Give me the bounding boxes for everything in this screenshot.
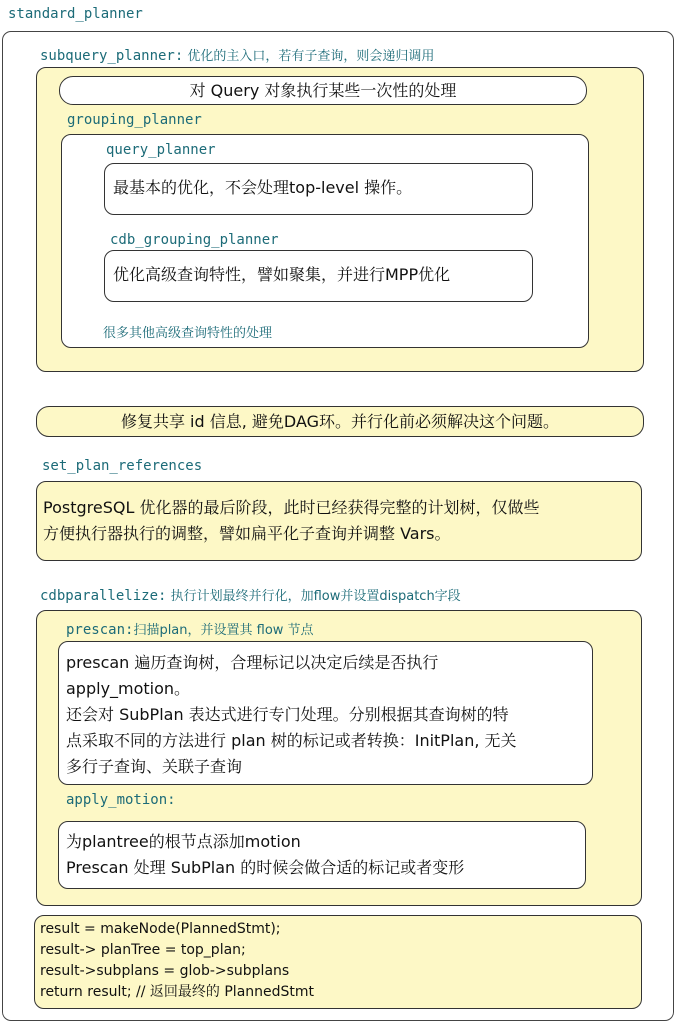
query-planner-box: [104, 163, 533, 215]
cdbparallelize-code: cdbparallelize:: [40, 588, 167, 604]
result-code-line: return result; // 返回最终的 PlannedStmt: [40, 984, 315, 1000]
subquery-planner-label: [40, 45, 434, 64]
prescan-line: 多行子查询、关联子查询: [66, 757, 243, 776]
grouping-planner-label: grouping_planner: [67, 112, 202, 128]
set-plan-references-line: 方便执行器执行的调整，譬如扁平化子查询并调整 Vars。: [43, 524, 451, 543]
prescan-line: apply_motion。: [66, 679, 191, 698]
apply-motion-line: 为plantree的根节点添加motion: [66, 832, 301, 851]
prescan-line: 点采取不同的方法进行 plan 树的标记或者转换：InitPlan, 无关: [66, 731, 517, 750]
result-code-box: [34, 915, 642, 1009]
result-code-line: result->subplans = glob->subplans: [40, 963, 290, 979]
set-plan-references-line: PostgreSQL 优化器的最后阶段，此时已经获得完整的计划树，仅做些: [43, 498, 540, 517]
cdb-grouping-planner-box: [104, 250, 533, 302]
query-planner-label: query_planner: [106, 142, 216, 158]
prescan-label: [66, 619, 314, 638]
fix-shared-id-box: [36, 406, 644, 437]
apply-motion-label: apply_motion:: [66, 792, 176, 808]
cdb-grouping-planner-desc: 优化高级查询特性，譬如聚集，并进行MPP优化: [113, 265, 451, 284]
query-planner-desc: 最基本的优化，不会处理top-level 操作。: [113, 178, 413, 197]
set-plan-references-label: set_plan_references: [42, 458, 203, 474]
result-code-line: result-> planTree = top_plan;: [40, 942, 246, 958]
apply-motion-box: [58, 821, 586, 889]
one-time-processing-box: [59, 76, 587, 105]
set-plan-references-box: [36, 481, 642, 561]
prescan-code: prescan:: [66, 622, 134, 638]
cdbparallelize-label: [40, 585, 461, 604]
grouping-planner-footer: 很多其他高级查询特性的处理: [103, 326, 273, 341]
apply-motion-line: Prescan 处理 SubPlan 的时候会做合适的标记或者变形: [66, 858, 465, 877]
prescan-box: [58, 641, 593, 785]
prescan-line: 还会对 SubPlan 表达式进行专门处理。分别根据其查询树的特: [66, 705, 509, 724]
cdb-grouping-planner-label: cdb_grouping_planner: [110, 232, 279, 248]
one-time-processing-text: 对 Query 对象执行某些一次性的处理: [189, 80, 457, 100]
fix-shared-id-text: 修复共享 id 信息, 避免DAG环。并行化前必须解决这个问题。: [120, 411, 560, 431]
subquery-planner-code: subquery_planner:: [40, 48, 184, 64]
result-code-line: result = makeNode(PlannedStmt);: [40, 921, 281, 937]
prescan-line: prescan 遍历查询树，合理标记以决定后续是否执行: [66, 653, 439, 672]
prescan-desc: 扫描plan，并设置其 flow 节点: [133, 623, 314, 638]
standard-planner-label: standard_planner: [8, 6, 143, 22]
subquery-planner-desc: 优化的主入口，若有子查询，则会递归调用: [183, 49, 435, 64]
cdbparallelize-desc: 执行计划最终并行化，加flow并设置dispatch字段: [166, 589, 461, 604]
